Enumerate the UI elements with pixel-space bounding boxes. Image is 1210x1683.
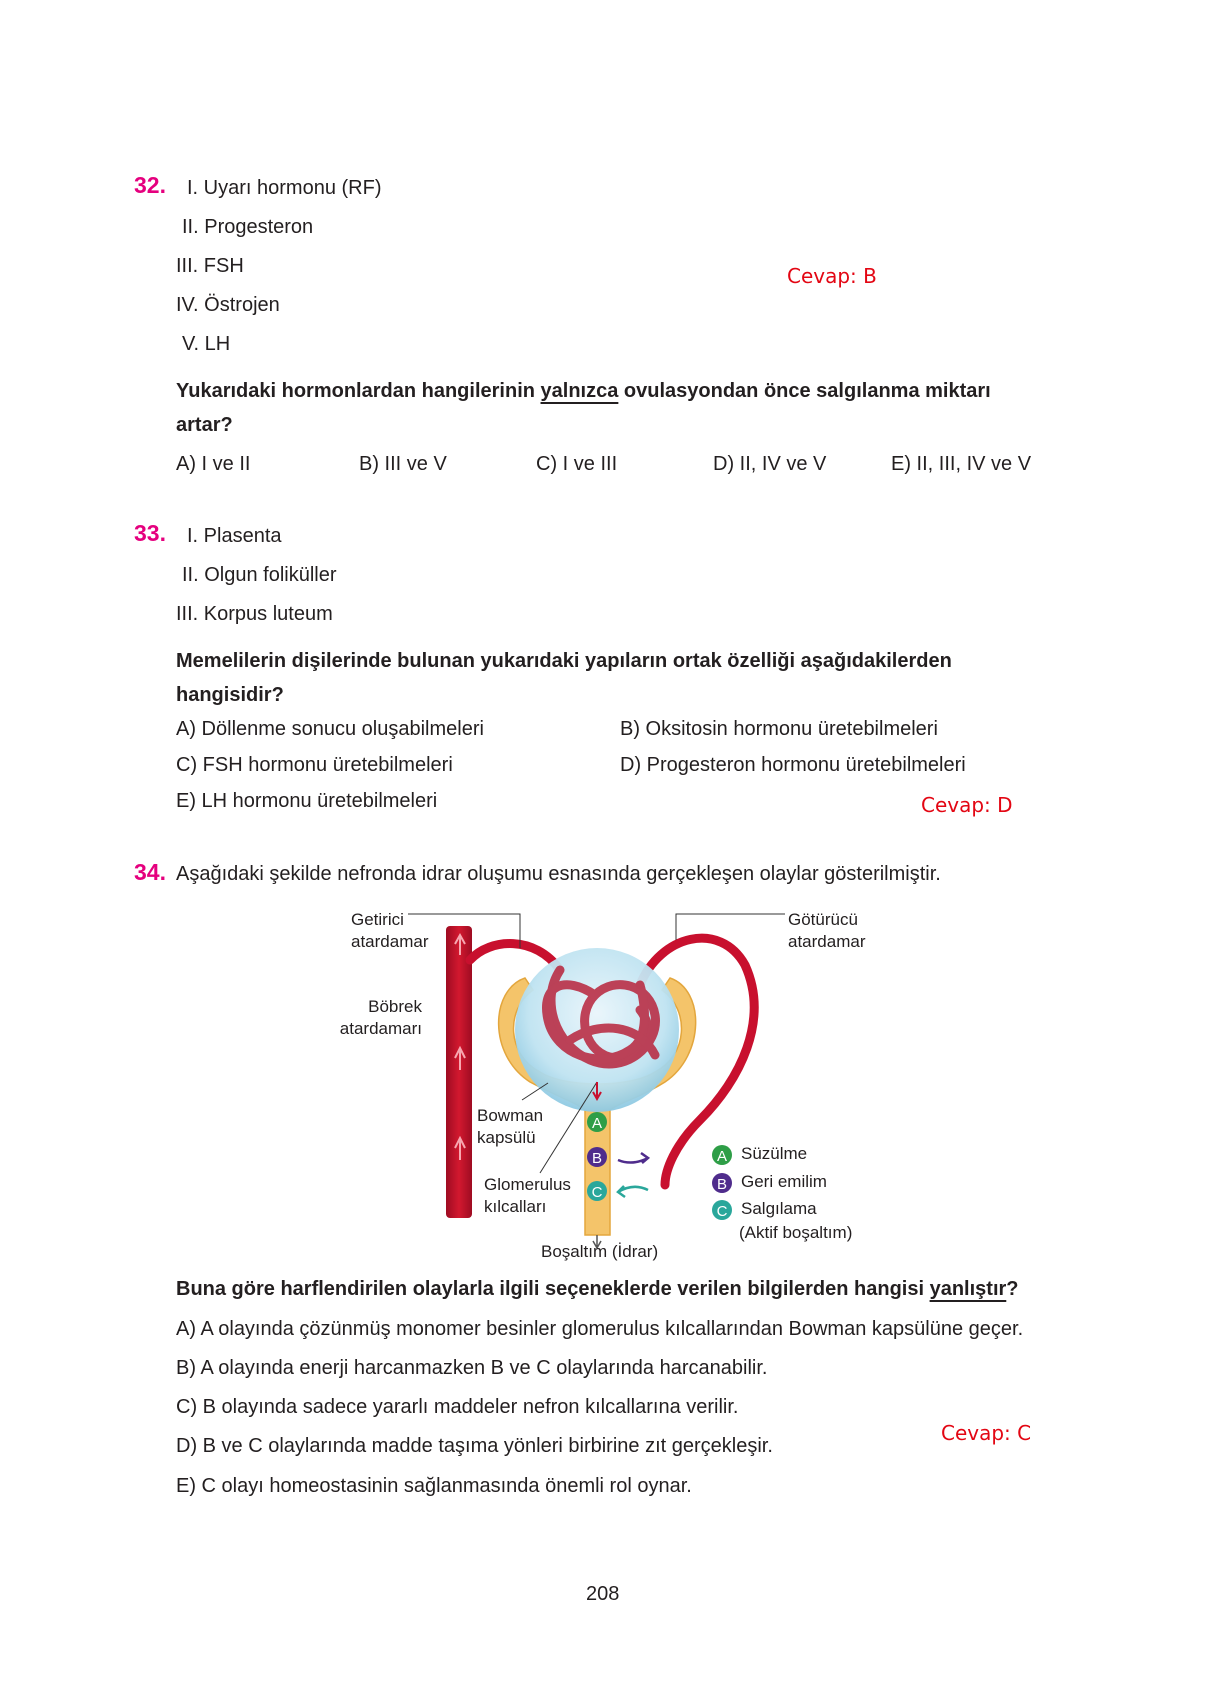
label-bosaltim: Boşaltım (İdrar): [541, 1242, 659, 1261]
svg-text:C: C: [716, 1203, 728, 1220]
svg-text:A: A: [716, 1148, 728, 1165]
marker-a: [587, 1112, 607, 1132]
question-32-number: 32.: [134, 172, 166, 198]
label-bobrek-atardamari: Böbrek atardamarı: [339, 997, 422, 1038]
q34-option-a: A) A olayında çözünmüş monomer besinler glomerulus kılcallarından Bowman kapsülüne geçer.: [176, 1318, 1024, 1340]
legend-text-b: Geri emilim: [741, 1172, 827, 1191]
q34-stem: Buna göre harflendirilen olaylarla ilgili seçeneklerde verilen bilgilerden hangisi yanlıştır?: [176, 1278, 1019, 1300]
svg-text:C: C: [591, 1184, 603, 1201]
label-bowman-kapsulu: Bowman kapsülü: [477, 1106, 544, 1147]
svg-text:A: A: [591, 1115, 603, 1132]
legend-text-a: Süzülme: [741, 1144, 808, 1163]
q32-answer: Cevap: B: [787, 264, 877, 288]
legend-text-c-extra: (Aktif boşaltım): [739, 1223, 853, 1242]
q33-option-b: B) Oksitosin hormonu üretebilmeleri: [620, 718, 938, 740]
label-goturucu-atardamar: Götürücü atardamar: [788, 910, 866, 951]
q34-option-e: E) C olayı homeostasinin sağlanmasında önemli rol oynar.: [176, 1475, 692, 1497]
q32-item-1: I. Uyarı hormonu (RF): [187, 177, 382, 199]
q32-item-5: V. LH: [182, 333, 231, 355]
q32-stem: Yukarıdaki hormonlardan hangilerinin yalnızca ovulasyondan önce salgılanma miktarı artar?: [176, 380, 991, 436]
label-glomerulus-kilcallari: Glomerulus kılcalları: [484, 1175, 571, 1216]
legend-marker-c: [712, 1200, 732, 1220]
q34-option-b: B) A olayında enerji harcanmazken B ve C olaylarında harcanabilir.: [176, 1357, 768, 1379]
q33-item-3: III. Korpus luteum: [176, 603, 333, 625]
question-33-number: 33.: [134, 520, 166, 546]
q33-answer: Cevap: D: [921, 793, 1013, 817]
q33-option-e: E) LH hormonu üretebilmeleri: [176, 790, 438, 812]
q33-option-a: A) Döllenme sonucu oluşabilmeleri: [176, 718, 484, 740]
q33-item-2: II. Olgun foliküller: [182, 564, 337, 586]
q33-stem: Memelilerin dişilerinde bulunan yukarıdaki yapıların ortak özelliği aşağıdakilerden hangisidir?: [176, 650, 952, 706]
q32-item-4: IV. Östrojen: [176, 294, 280, 316]
q32-option-b: B) III ve V: [359, 453, 447, 475]
q32-option-c: C) I ve III: [536, 453, 618, 475]
q34-intro: Aşağıdaki şekilde nefronda idrar oluşumu esnasında gerçekleşen olaylar gösterilmiştir.: [176, 863, 941, 885]
reabsorption-arrow-icon: [618, 1153, 648, 1163]
q33-option-d: D) Progesteron hormonu üretebilmeleri: [620, 754, 966, 776]
question-34-number: 34.: [134, 859, 166, 885]
label-getirici-atardamar: Getirici atardamar: [351, 910, 429, 951]
secretion-arrow-icon: [618, 1186, 648, 1197]
q32-option-e: E) II, III, IV ve V: [891, 453, 1032, 475]
marker-c: [587, 1181, 607, 1201]
q33-option-c: C) FSH hormonu üretebilmeleri: [176, 754, 453, 776]
legend-marker-b: [712, 1173, 732, 1193]
q34-stem-underlined: yanlıştır: [929, 1278, 1007, 1300]
q32-stem-underlined: yalnızca: [540, 380, 619, 402]
q32-item-3: III. FSH: [176, 255, 244, 277]
q33-item-1: I. Plasenta: [187, 525, 282, 547]
legend-text-c: Salgılama: [741, 1199, 817, 1218]
q34-option-c: C) B olayında sadece yararlı maddeler nefron kılcallarına verilir.: [176, 1396, 739, 1418]
page-number: 208: [586, 1583, 620, 1605]
q34-answer: Cevap: C: [941, 1421, 1032, 1445]
legend-marker-a: [712, 1145, 732, 1165]
q32-option-d: D) II, IV ve V: [713, 453, 827, 475]
renal-artery: [446, 926, 472, 1218]
svg-text:B: B: [716, 1176, 728, 1193]
svg-text:B: B: [591, 1150, 603, 1167]
q34-option-d: D) B ve C olaylarında madde taşıma yönleri birbirine zıt gerçekleşir.: [176, 1435, 773, 1457]
q32-item-2: II. Progesteron: [182, 216, 314, 238]
marker-b: [587, 1147, 607, 1167]
q32-option-a: A) I ve II: [176, 453, 251, 475]
